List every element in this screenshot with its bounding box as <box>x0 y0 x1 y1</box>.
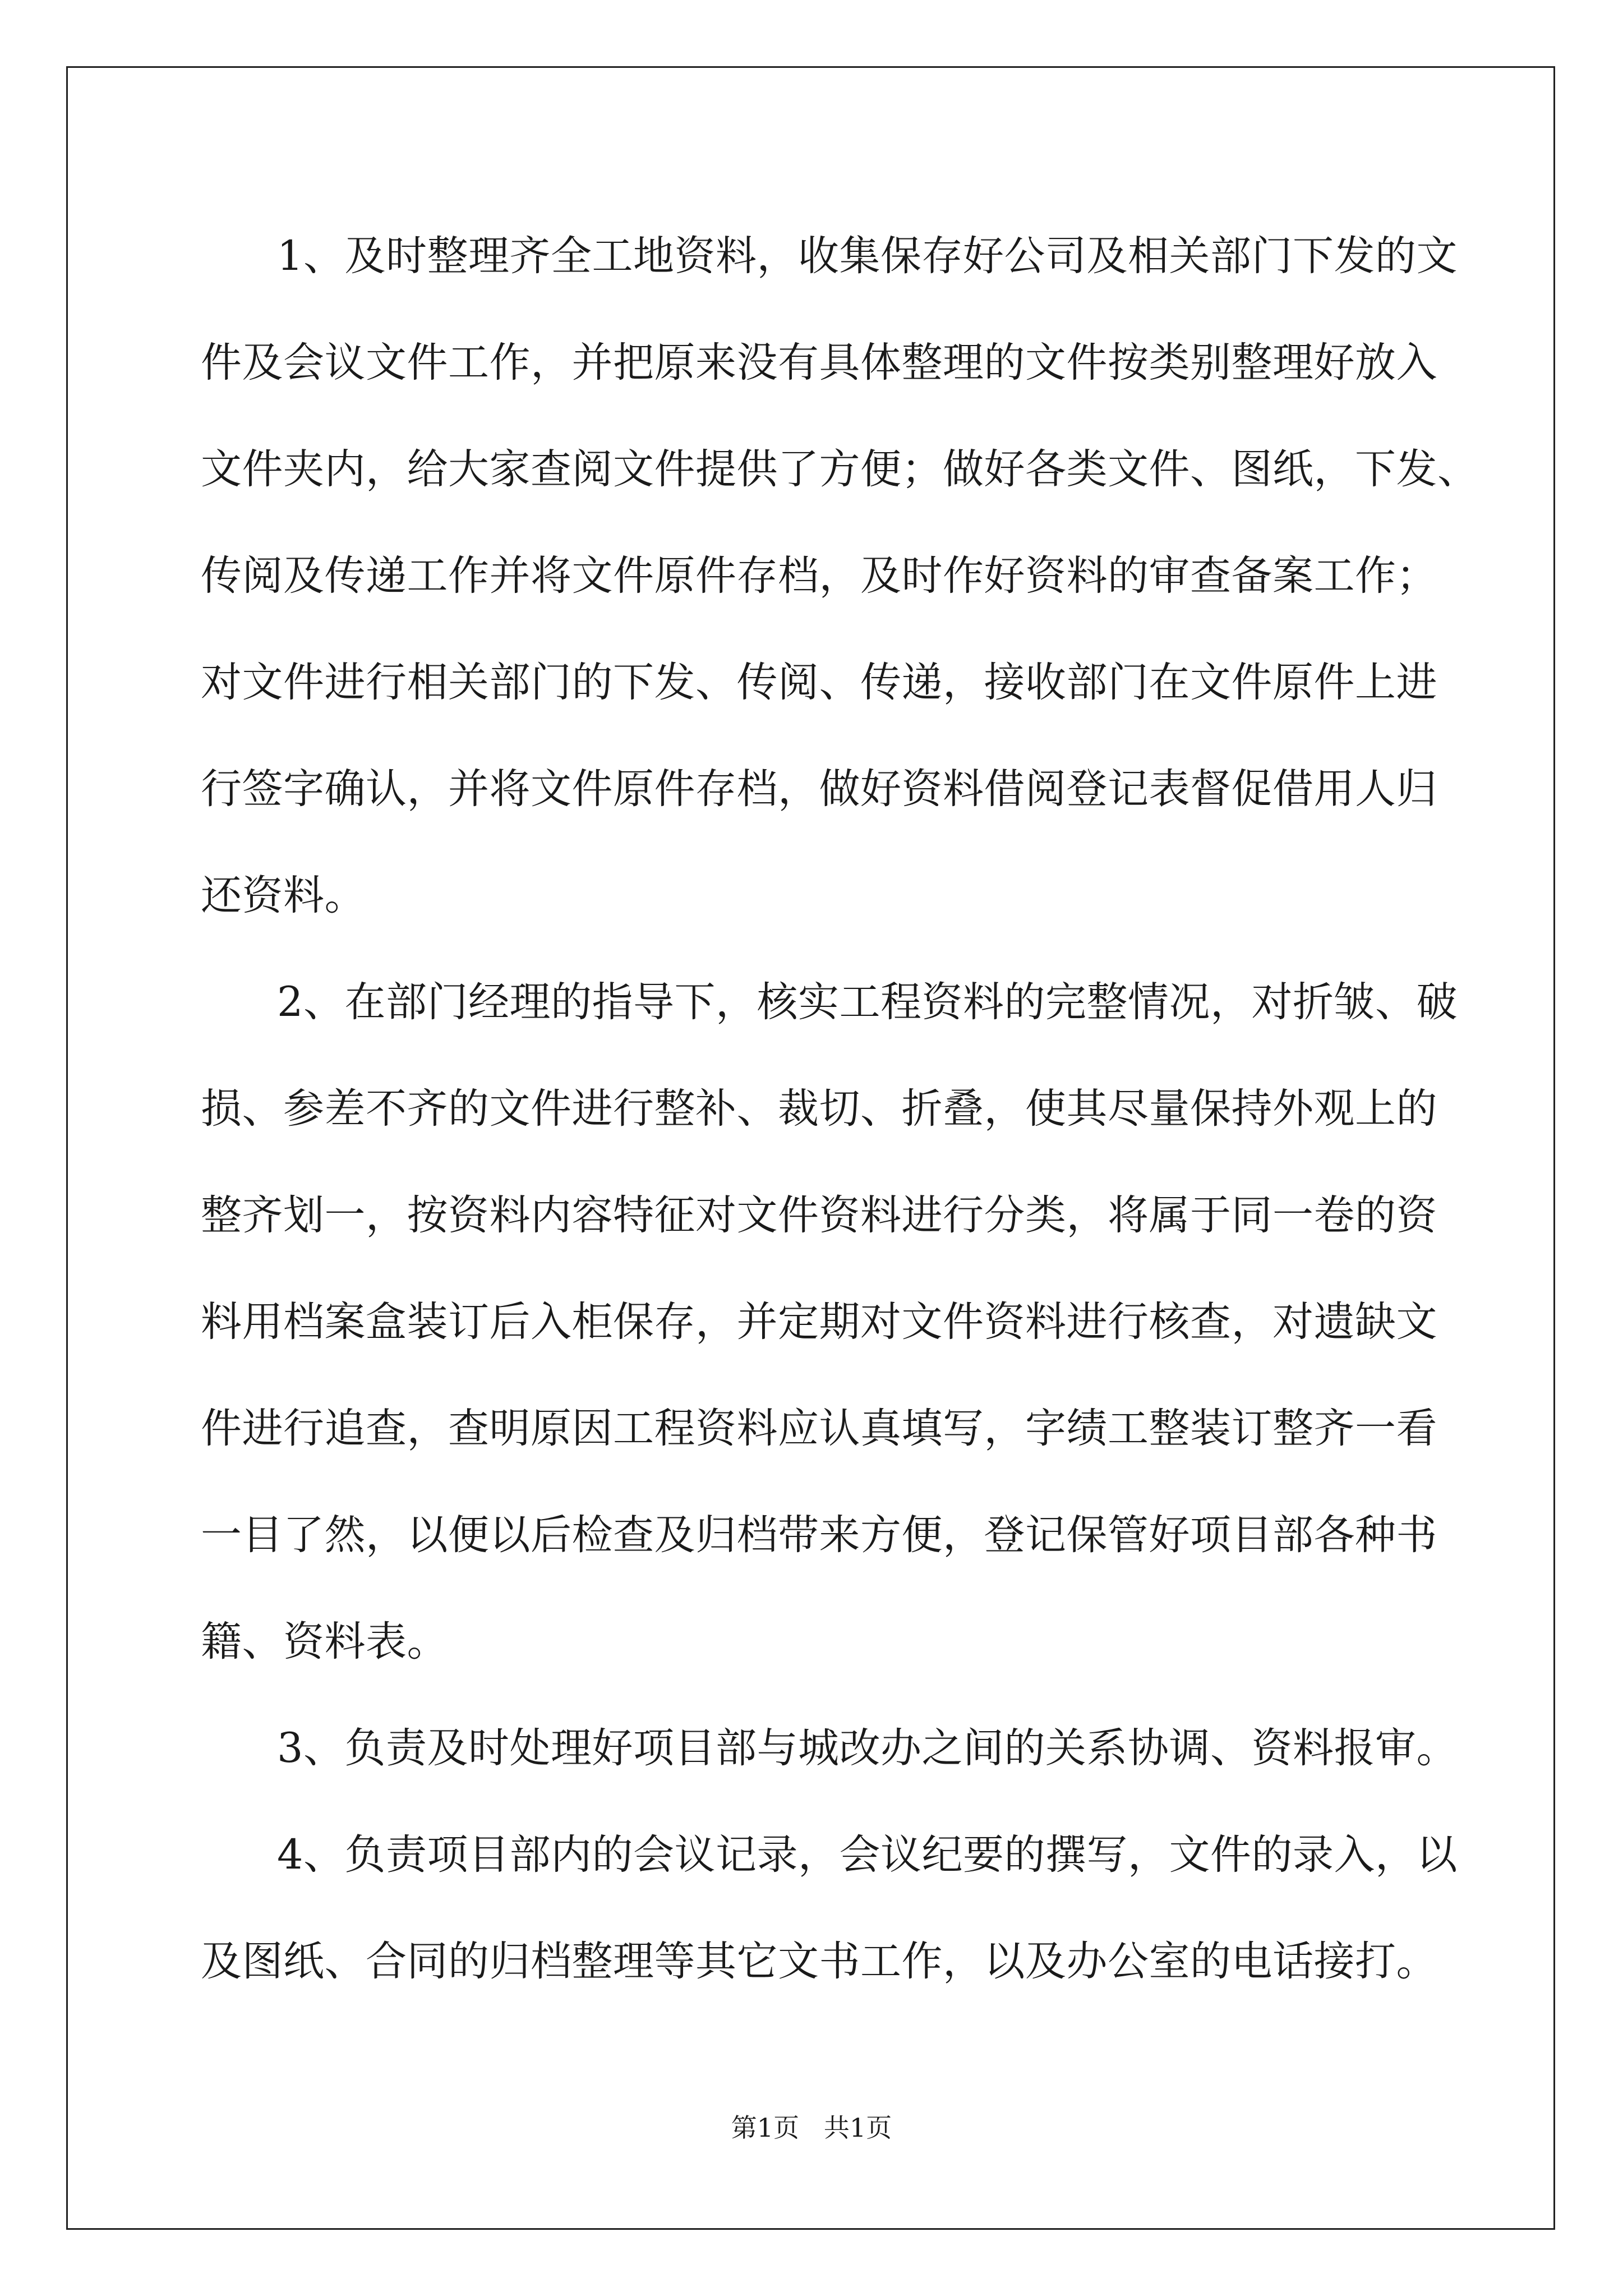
paragraph-2-line-5: 件进行追查，查明原因工程资料应认真填写，字绩工整装订整齐一看 <box>201 1405 1437 1452</box>
paragraph-1-line-1: 1、及时整理齐全工地资料，收集保存好公司及相关部门下发的文 <box>277 232 1458 280</box>
paragraph-1-line-4: 传阅及传递工作并将文件原件存档，及时作好资料的审查备案工作； <box>201 552 1437 600</box>
paragraph-2-line-6: 一目了然，以便以后检查及归档带来方便，登记保管好项目部各种书 <box>201 1511 1437 1559</box>
paragraph-1-line-3: 文件夹内，给大家查阅文件提供了方便；做好各类文件、图纸，下发、 <box>201 445 1479 493</box>
paragraph-3-line-1: 3、负责及时处理好项目部与城改办之间的关系协调、资料报审。 <box>277 1724 1458 1772</box>
paragraph-2-line-1: 2、在部门经理的指导下，核实工程资料的完整情况，对折皱、破 <box>277 978 1458 1026</box>
paragraph-4-line-2: 及图纸、合同的归档整理等其它文书工作，以及办公室的电话接打。 <box>201 1938 1437 1985</box>
paragraph-1-line-2: 件及会议文件工作，并把原来没有具体整理的文件按类别整理好放入 <box>201 339 1437 386</box>
paragraph-4-line-1: 4、负责项目部内的会议记录，会议纪要的撰写，文件的录入，以 <box>277 1831 1458 1879</box>
paragraph-1-line-6: 行签字确认，并将文件原件存档，做好资料借阅登记表督促借用人归 <box>201 765 1437 813</box>
paragraph-2-line-3: 整齐划一，按资料内容特征对文件资料进行分类，将属于同一卷的资 <box>201 1191 1437 1239</box>
paragraph-2-line-7: 籍、资料表。 <box>201 1618 448 1665</box>
paragraph-2-line-4: 料用档案盒装订后入柜保存，并定期对文件资料进行核查，对遗缺文 <box>201 1298 1437 1346</box>
paragraph-2-line-2: 损、参差不齐的文件进行整补、裁切、折叠，使其尽量保持外观上的 <box>201 1085 1437 1133</box>
paragraph-1-line-7: 还资料。 <box>201 872 366 919</box>
page-number-footer: 第1页 共1页 <box>731 2113 892 2143</box>
paragraph-1-line-5: 对文件进行相关部门的下发、传阅、传递，接收部门在文件原件上进 <box>201 659 1437 706</box>
